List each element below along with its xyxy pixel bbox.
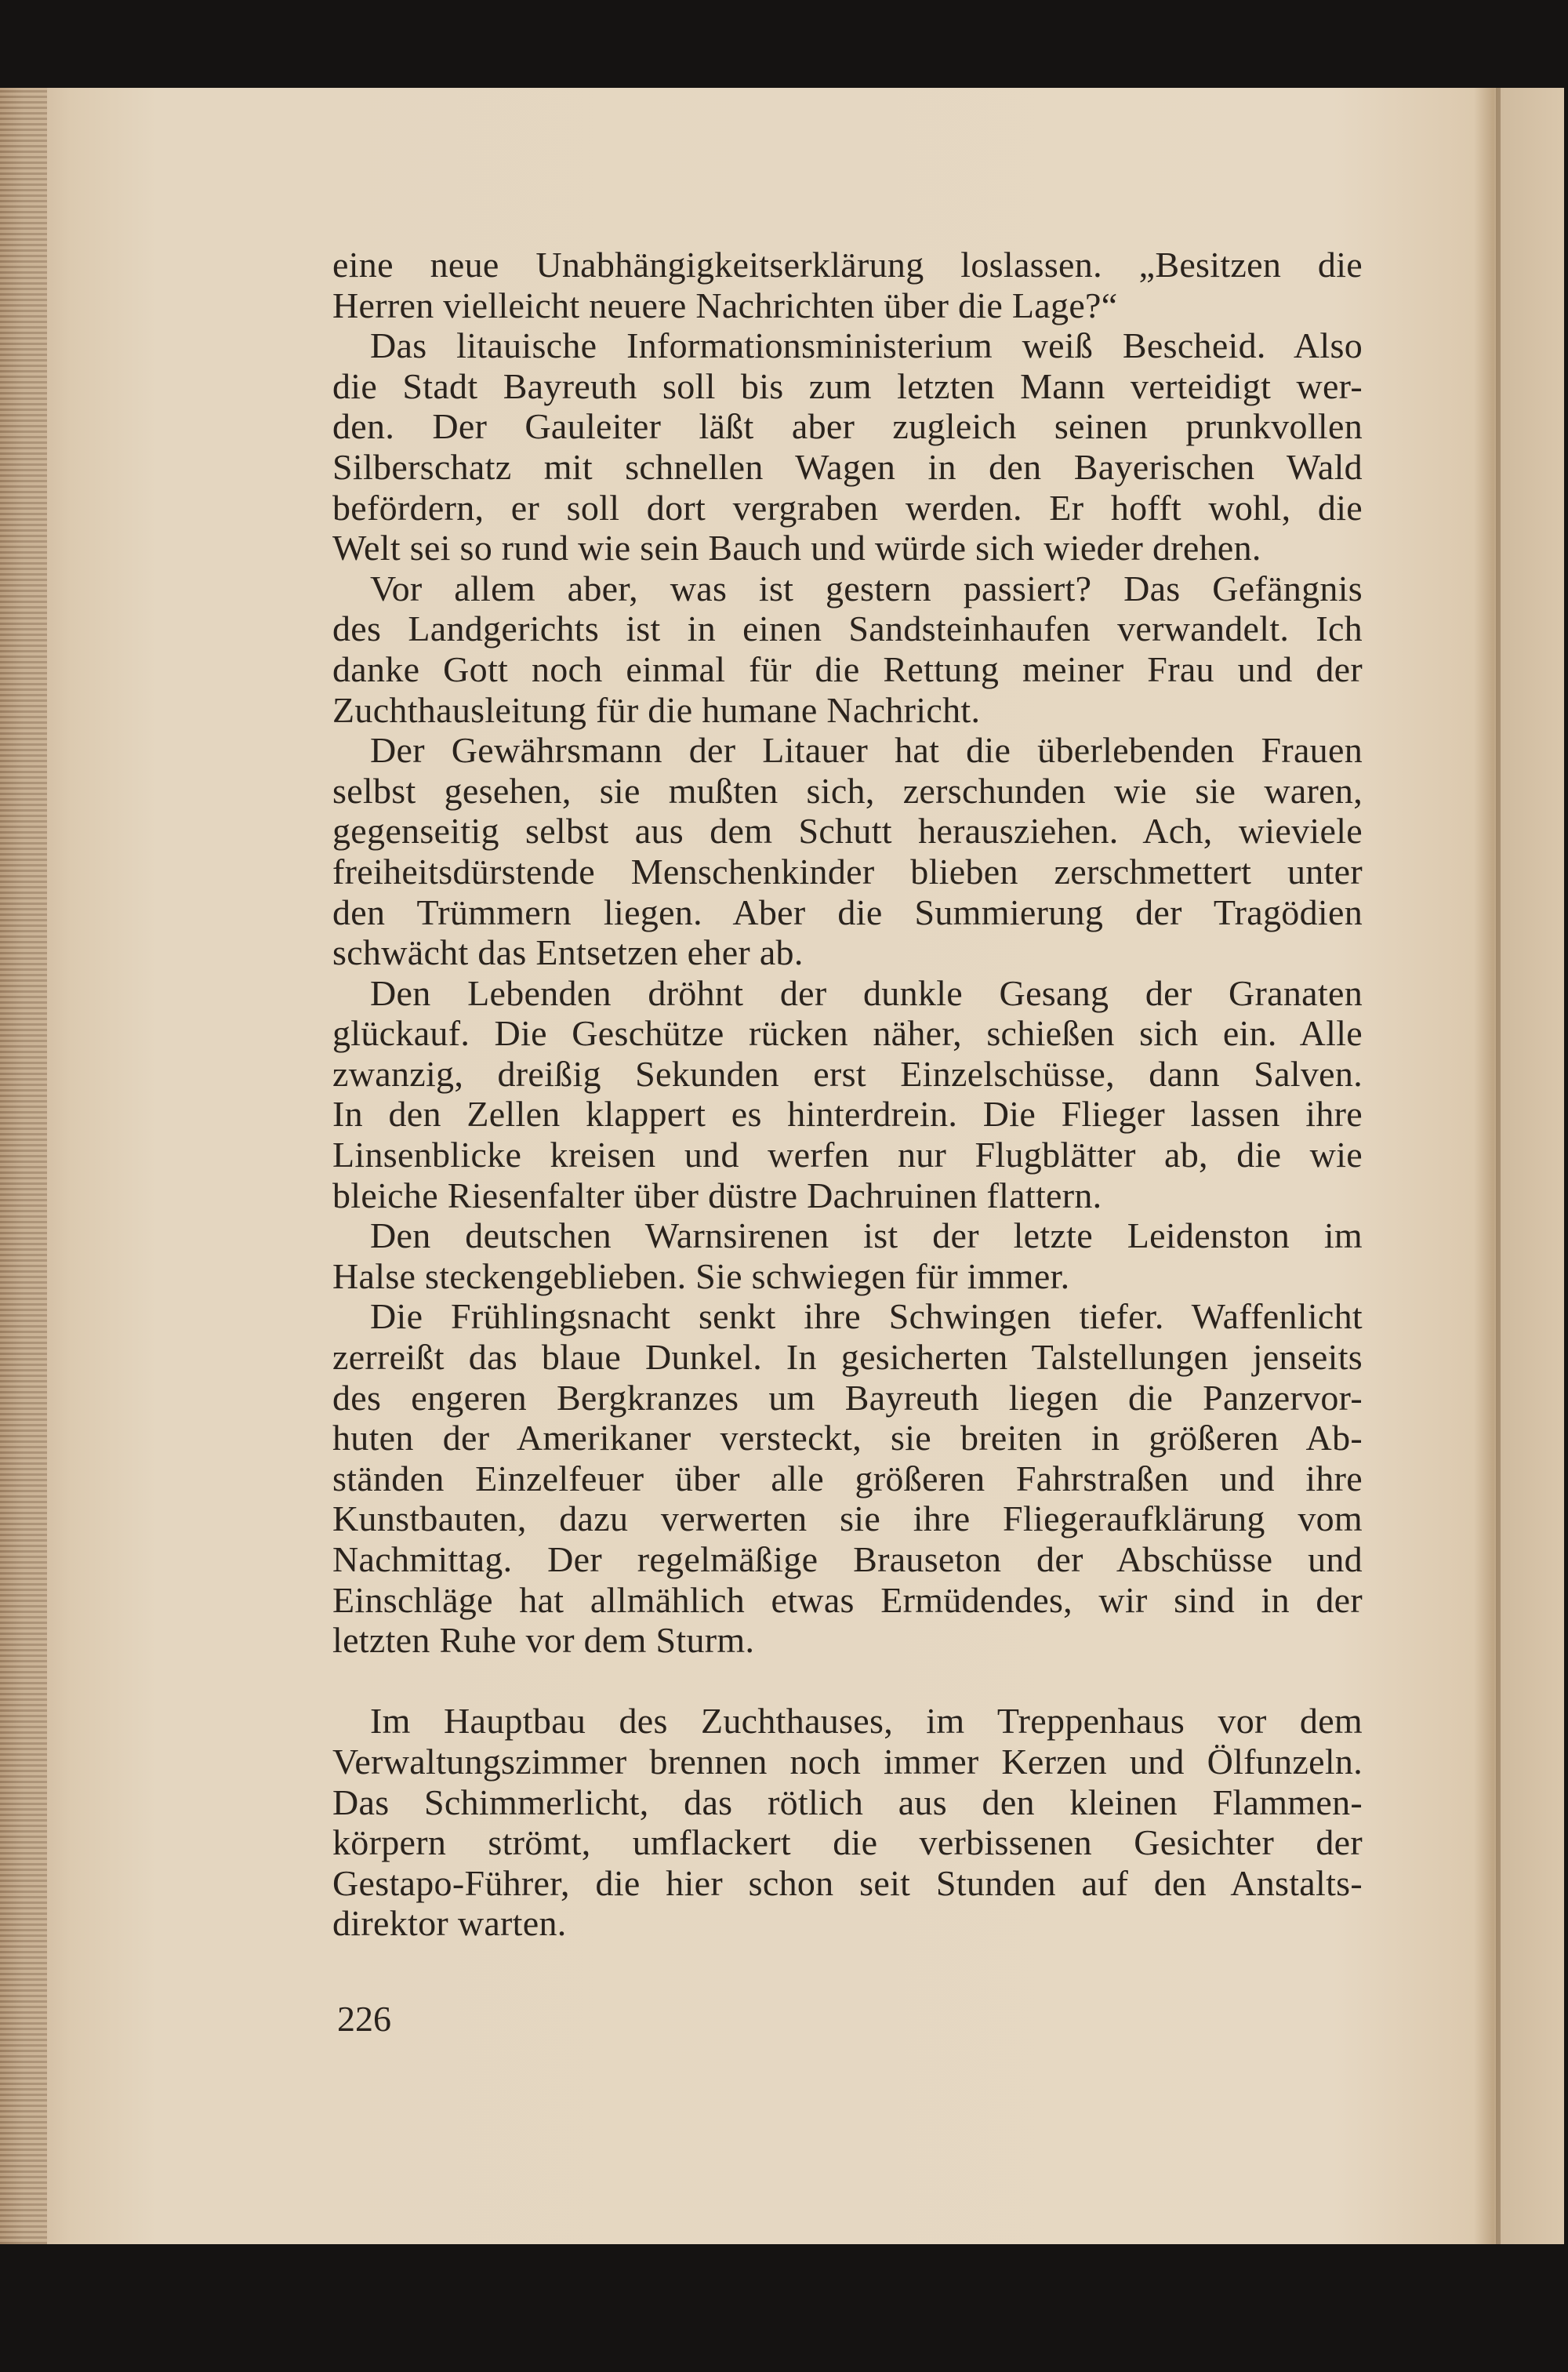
text-line: Nachmittag. Der regelmäßige Brauseton der Abschüsse und: [332, 1539, 1363, 1579]
text-line: Linsenblicke kreisen und werfen nur Flugblätter ab, die wie: [332, 1135, 1363, 1175]
text-line: Verwaltungszimmer brennen noch immer Kerzen und Ölfunzeln.: [332, 1741, 1363, 1782]
text-line: danke Gott noch einmal für die Rettung meiner Frau und der: [332, 648, 1363, 689]
text-line: freiheitsdürstende Menschenkinder blieben zerschmettert unter: [332, 851, 1363, 892]
page-number: 226: [337, 1999, 391, 2039]
text-line: ständen Einzelfeuer über alle größeren Fahrstraßen und ihre: [332, 1458, 1363, 1498]
text-line: die Stadt Bayreuth soll bis zum letzten Mann verteidigt wer-: [332, 365, 1363, 406]
text-line: Das Schimmerlicht, das rötlich aus den kleinen Flammen-: [332, 1782, 1363, 1822]
text-line: den. Der Gauleiter läßt aber zugleich seinen prunkvollen: [332, 406, 1363, 447]
paragraph: [332, 730, 1363, 973]
paragraph: [332, 1296, 1363, 1660]
text-line: schwächt das Entsetzen eher ab.: [332, 932, 804, 973]
text-line: Einschläge hat allmählich etwas Ermüdendes, wir sind in der: [332, 1579, 1363, 1620]
text-line: selbst gesehen, sie mußten sich, zerschunden wie sie waren,: [332, 770, 1363, 811]
text-line: Welt sei so rund wie sein Bauch und würde sich wieder drehen.: [332, 528, 1261, 568]
paragraph-gap: [332, 1661, 1363, 1702]
text-line: glückauf. Die Geschütze rücken näher, schießen sich ein. Alle: [332, 1013, 1363, 1054]
text-line: Herren vielleicht neuere Nachrichten über die Lage?“: [332, 285, 1118, 325]
text-line: eine neue Unabhängigkeitserklärung loslassen. „Besitzen die: [332, 245, 1363, 285]
paragraph: [332, 245, 1363, 325]
text-line: huten der Amerikaner versteckt, sie breiten in größeren Ab-: [332, 1418, 1363, 1458]
text-line: Halse steckengeblieben. Sie schwiegen für immer.: [332, 1255, 1070, 1296]
text-line: den Trümmern liegen. Aber die Summierung der Tragödien: [332, 892, 1363, 932]
text-line: Silberschatz mit schnellen Wagen in den Bayerischen Wald: [332, 446, 1363, 487]
text-line: des Landgerichts ist in einen Sandsteinhaufen verwandelt. Ich: [332, 608, 1363, 649]
text-line: des engeren Bergkranzes um Bayreuth liegen die Panzervor-: [332, 1377, 1363, 1418]
text-line: zwanzig, dreißig Sekunden erst Einzelschüsse, dann Salven.: [332, 1053, 1363, 1094]
paragraph: [332, 1701, 1363, 1944]
paragraph: [332, 1215, 1363, 1296]
page-edges: [0, 88, 47, 2244]
text-line: gegenseitig selbst aus dem Schutt herausziehen. Ach, wieviele: [332, 811, 1363, 852]
text-line: körpern strömt, umflackert die verbissenen Gesichter der: [332, 1822, 1363, 1863]
paragraph: [332, 568, 1363, 730]
text-line: Die Frühlingsnacht senkt ihre Schwingen tiefer. Waffenlicht: [370, 1296, 1363, 1337]
text-line: bleiche Riesenfalter über düstre Dachruinen flattern.: [332, 1175, 1102, 1215]
text-line: Vor allem aber, was ist gestern passiert? Das Gefängnis: [370, 568, 1363, 608]
text-line: Der Gewährsmann der Litauer hat die überlebenden Frauen: [370, 730, 1363, 771]
text-line: Den deutschen Warnsirenen ist der letzte Leidenston im: [370, 1215, 1363, 1256]
text-line: Im Hauptbau des Zuchthauses, im Treppenhaus vor dem: [370, 1701, 1363, 1742]
paragraph: [332, 973, 1363, 1216]
text-line: Gestapo-Führer, die hier schon seit Stunden auf den Anstalts-: [332, 1862, 1363, 1903]
text-line: In den Zellen klappert es hinterdrein. Die Flieger lassen ihre: [332, 1094, 1363, 1135]
text-line: letzten Ruhe vor dem Sturm.: [332, 1620, 755, 1661]
text-line: Kunstbauten, dazu verwerten sie ihre Fliegeraufklärung vom: [332, 1498, 1363, 1539]
text-line: direktor warten.: [332, 1903, 567, 1944]
paragraph: [332, 325, 1363, 568]
text-line: befördern, er soll dort vergraben werden. Er hofft wohl, die: [332, 487, 1363, 528]
text-line: Das litauische Informationsministerium weiß Bescheid. Also: [370, 325, 1363, 366]
gutter-shadow: [1496, 88, 1501, 2244]
text-line: zerreißt das blaue Dunkel. In gesicherten Talstellungen jenseits: [332, 1337, 1363, 1378]
text-line: Den Lebenden dröhnt der dunkle Gesang der Granaten: [370, 972, 1363, 1013]
text-line: Zuchthausleitung für die humane Nachricht.: [332, 689, 981, 730]
body-text: [332, 245, 1363, 1944]
